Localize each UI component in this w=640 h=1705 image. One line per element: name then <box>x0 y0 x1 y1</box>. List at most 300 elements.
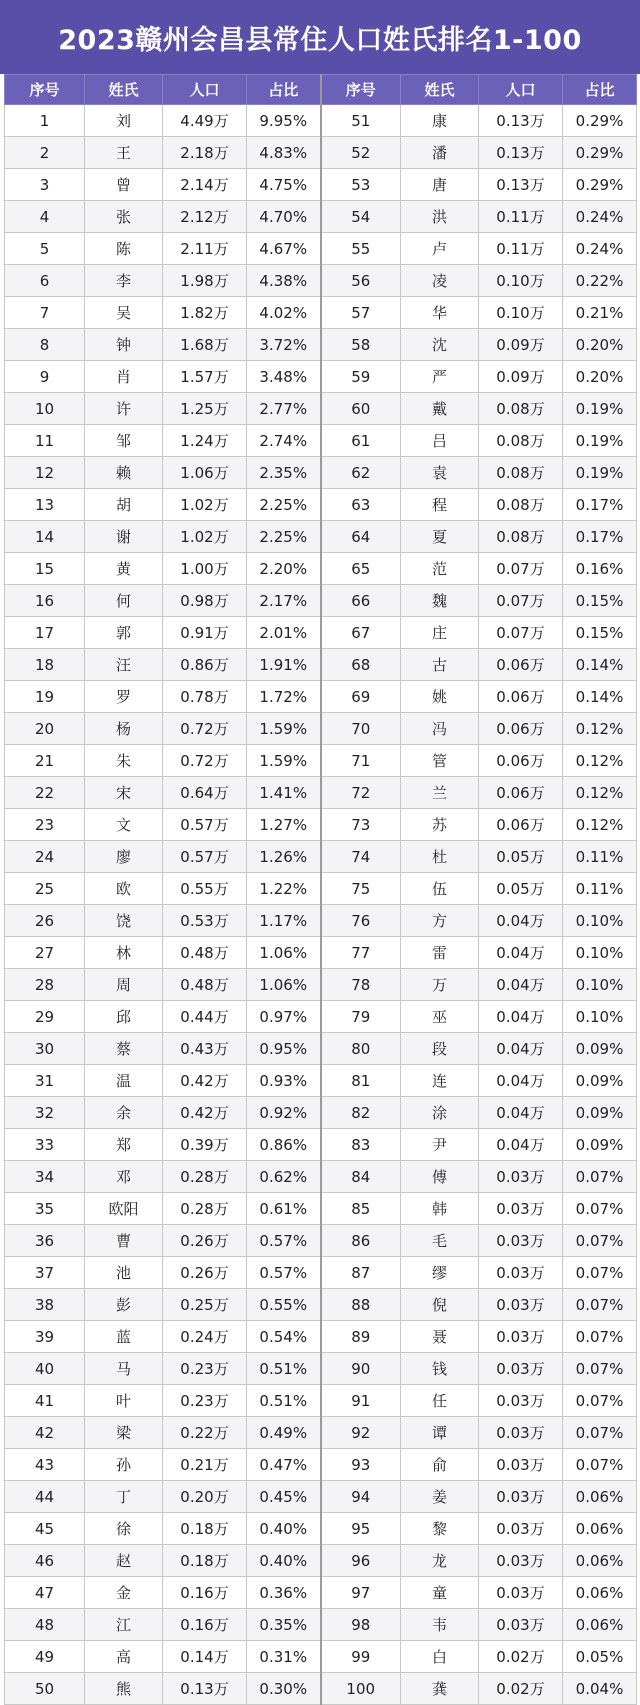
surname-cell: 潘 <box>401 137 479 169</box>
rank-cell: 33 <box>5 1129 85 1161</box>
percentage-cell: 2.77% <box>247 393 321 425</box>
population-cell: 2.12万 <box>163 201 247 233</box>
percentage-cell: 0.95% <box>247 1033 321 1065</box>
table-row <box>5 329 637 361</box>
percentage-cell: 0.35% <box>247 1609 321 1641</box>
surname-cell: 倪 <box>401 1289 479 1321</box>
rank-cell: 17 <box>5 617 85 649</box>
population-cell: 0.11万 <box>479 201 563 233</box>
rank-cell: 96 <box>321 1545 401 1577</box>
table-row <box>5 457 637 489</box>
surname-cell: 赖 <box>85 457 163 489</box>
population-cell: 0.04万 <box>479 1129 563 1161</box>
rank-cell: 69 <box>321 681 401 713</box>
surname-cell: 苏 <box>401 809 479 841</box>
percentage-cell: 4.38% <box>247 265 321 297</box>
population-cell: 2.14万 <box>163 169 247 201</box>
surname-cell: 白 <box>401 1641 479 1673</box>
population-cell: 0.06万 <box>479 713 563 745</box>
rank-cell: 63 <box>321 489 401 521</box>
percentage-cell: 0.07% <box>563 1225 637 1257</box>
surname-cell: 温 <box>85 1065 163 1097</box>
percentage-cell: 0.07% <box>563 1257 637 1289</box>
surname-cell: 万 <box>401 969 479 1001</box>
table-row <box>5 169 637 201</box>
surname-cell: 任 <box>401 1385 479 1417</box>
rank-cell: 85 <box>321 1193 401 1225</box>
population-cell: 0.28万 <box>163 1161 247 1193</box>
percentage-cell: 2.35% <box>247 457 321 489</box>
rank-cell: 16 <box>5 585 85 617</box>
surname-cell: 黎 <box>401 1513 479 1545</box>
population-cell: 0.98万 <box>163 585 247 617</box>
rank-cell: 28 <box>5 969 85 1001</box>
surname-cell: 池 <box>85 1257 163 1289</box>
surname-cell: 程 <box>401 489 479 521</box>
surname-cell: 熊 <box>85 1673 163 1705</box>
surname-cell: 钱 <box>401 1353 479 1385</box>
surname-cell: 文 <box>85 809 163 841</box>
rank-cell: 27 <box>5 937 85 969</box>
rank-cell: 75 <box>321 873 401 905</box>
rank-cell: 64 <box>321 521 401 553</box>
population-cell: 0.13万 <box>479 105 563 137</box>
percentage-cell: 0.12% <box>563 713 637 745</box>
surname-cell: 姚 <box>401 681 479 713</box>
percentage-cell: 0.06% <box>563 1577 637 1609</box>
surname-cell: 周 <box>85 969 163 1001</box>
population-cell: 1.82万 <box>163 297 247 329</box>
rank-cell: 10 <box>5 393 85 425</box>
population-cell: 0.72万 <box>163 745 247 777</box>
rank-cell: 65 <box>321 553 401 585</box>
percentage-cell: 0.97% <box>247 1001 321 1033</box>
population-cell: 2.11万 <box>163 233 247 265</box>
population-cell: 0.03万 <box>479 1193 563 1225</box>
surname-cell: 段 <box>401 1033 479 1065</box>
percentage-cell: 1.06% <box>247 937 321 969</box>
percentage-cell: 0.29% <box>563 169 637 201</box>
table-row <box>5 617 637 649</box>
table-row <box>5 297 637 329</box>
table-row <box>5 1577 637 1609</box>
rank-cell: 31 <box>5 1065 85 1097</box>
table-row <box>5 1193 637 1225</box>
surname-cell: 卢 <box>401 233 479 265</box>
rank-cell: 89 <box>321 1321 401 1353</box>
rank-cell: 6 <box>5 265 85 297</box>
percentage-cell: 0.10% <box>563 937 637 969</box>
surname-cell: 黄 <box>85 553 163 585</box>
population-cell: 0.04万 <box>479 1065 563 1097</box>
percentage-cell: 0.09% <box>563 1097 637 1129</box>
rank-cell: 47 <box>5 1577 85 1609</box>
rank-cell: 58 <box>321 329 401 361</box>
population-cell: 0.20万 <box>163 1481 247 1513</box>
percentage-cell: 3.48% <box>247 361 321 393</box>
population-cell: 0.04万 <box>479 937 563 969</box>
population-cell: 0.14万 <box>163 1641 247 1673</box>
population-cell: 0.08万 <box>479 425 563 457</box>
surname-cell: 何 <box>85 585 163 617</box>
table-row <box>5 1321 637 1353</box>
population-cell: 0.03万 <box>479 1609 563 1641</box>
rank-cell: 11 <box>5 425 85 457</box>
page-title: 2023赣州会昌县常住人口姓氏排名1-100 <box>0 0 640 74</box>
rank-cell: 100 <box>321 1673 401 1705</box>
table-row <box>5 777 637 809</box>
rank-cell: 83 <box>321 1129 401 1161</box>
rank-cell: 42 <box>5 1417 85 1449</box>
percentage-cell: 0.36% <box>247 1577 321 1609</box>
rank-cell: 73 <box>321 809 401 841</box>
rank-cell: 8 <box>5 329 85 361</box>
surname-cell: 尹 <box>401 1129 479 1161</box>
rank-cell: 3 <box>5 169 85 201</box>
surname-cell: 郭 <box>85 617 163 649</box>
rank-cell: 37 <box>5 1257 85 1289</box>
surname-cell: 王 <box>85 137 163 169</box>
table-row <box>5 1513 637 1545</box>
population-cell: 0.21万 <box>163 1449 247 1481</box>
surname-cell: 龚 <box>401 1673 479 1705</box>
population-cell: 1.00万 <box>163 553 247 585</box>
rank-cell: 21 <box>5 745 85 777</box>
percentage-cell: 2.74% <box>247 425 321 457</box>
percentage-cell: 0.12% <box>563 809 637 841</box>
table-row <box>5 841 637 873</box>
population-cell: 0.06万 <box>479 649 563 681</box>
surname-cell: 邓 <box>85 1161 163 1193</box>
rank-cell: 76 <box>321 905 401 937</box>
table-row <box>5 1481 637 1513</box>
table-row <box>5 1449 637 1481</box>
header-rank: 序号 <box>321 75 401 105</box>
percentage-cell: 0.20% <box>563 361 637 393</box>
population-cell: 1.98万 <box>163 265 247 297</box>
population-cell: 0.16万 <box>163 1577 247 1609</box>
percentage-cell: 0.40% <box>247 1545 321 1577</box>
population-cell: 0.10万 <box>479 297 563 329</box>
surname-cell: 曾 <box>85 169 163 201</box>
table-row <box>5 873 637 905</box>
rank-cell: 44 <box>5 1481 85 1513</box>
population-cell: 0.03万 <box>479 1321 563 1353</box>
surname-cell: 刘 <box>85 105 163 137</box>
surname-cell: 曹 <box>85 1225 163 1257</box>
percentage-cell: 0.07% <box>563 1385 637 1417</box>
header-percentage: 占比 <box>247 75 321 105</box>
rank-cell: 81 <box>321 1065 401 1097</box>
population-cell: 0.07万 <box>479 553 563 585</box>
table-row <box>5 713 637 745</box>
percentage-cell: 1.91% <box>247 649 321 681</box>
surname-cell: 涂 <box>401 1097 479 1129</box>
table-row <box>5 1257 637 1289</box>
population-cell: 0.26万 <box>163 1257 247 1289</box>
surname-cell: 韩 <box>401 1193 479 1225</box>
percentage-cell: 4.75% <box>247 169 321 201</box>
percentage-cell: 0.06% <box>563 1545 637 1577</box>
surname-cell: 古 <box>401 649 479 681</box>
rank-cell: 49 <box>5 1641 85 1673</box>
surname-cell: 傅 <box>401 1161 479 1193</box>
population-cell: 0.91万 <box>163 617 247 649</box>
percentage-cell: 2.17% <box>247 585 321 617</box>
percentage-cell: 3.72% <box>247 329 321 361</box>
percentage-cell: 0.54% <box>247 1321 321 1353</box>
rank-cell: 74 <box>321 841 401 873</box>
surname-cell: 范 <box>401 553 479 585</box>
rank-cell: 78 <box>321 969 401 1001</box>
table-row <box>5 585 637 617</box>
surname-ranking-table <box>4 74 637 1705</box>
rank-cell: 36 <box>5 1225 85 1257</box>
surname-cell: 洪 <box>401 201 479 233</box>
surname-cell: 伍 <box>401 873 479 905</box>
surname-cell: 蓝 <box>85 1321 163 1353</box>
surname-cell: 方 <box>401 905 479 937</box>
surname-cell: 肖 <box>85 361 163 393</box>
percentage-cell: 0.07% <box>563 1321 637 1353</box>
population-cell: 0.03万 <box>479 1417 563 1449</box>
table-row <box>5 1065 637 1097</box>
surname-cell: 谢 <box>85 521 163 553</box>
rank-cell: 94 <box>321 1481 401 1513</box>
percentage-cell: 0.21% <box>563 297 637 329</box>
population-cell: 0.23万 <box>163 1385 247 1417</box>
percentage-cell: 0.22% <box>563 265 637 297</box>
percentage-cell: 0.09% <box>563 1065 637 1097</box>
surname-cell: 杨 <box>85 713 163 745</box>
rank-cell: 60 <box>321 393 401 425</box>
population-cell: 0.13万 <box>479 169 563 201</box>
population-cell: 0.05万 <box>479 841 563 873</box>
surname-cell: 邹 <box>85 425 163 457</box>
rank-cell: 51 <box>321 105 401 137</box>
rank-cell: 68 <box>321 649 401 681</box>
population-cell: 0.24万 <box>163 1321 247 1353</box>
percentage-cell: 0.14% <box>563 649 637 681</box>
surname-cell: 连 <box>401 1065 479 1097</box>
percentage-cell: 0.04% <box>563 1673 637 1705</box>
rank-cell: 24 <box>5 841 85 873</box>
surname-cell: 欧 <box>85 873 163 905</box>
surname-cell: 林 <box>85 937 163 969</box>
percentage-cell: 0.51% <box>247 1385 321 1417</box>
rank-cell: 45 <box>5 1513 85 1545</box>
table-row <box>5 521 637 553</box>
percentage-cell: 0.31% <box>247 1641 321 1673</box>
header-surname: 姓氏 <box>85 75 163 105</box>
percentage-cell: 1.17% <box>247 905 321 937</box>
population-cell: 0.03万 <box>479 1577 563 1609</box>
table-row <box>5 233 637 265</box>
rank-cell: 18 <box>5 649 85 681</box>
rank-cell: 39 <box>5 1321 85 1353</box>
rank-cell: 98 <box>321 1609 401 1641</box>
rank-cell: 99 <box>321 1641 401 1673</box>
table-row <box>5 489 637 521</box>
population-cell: 0.13万 <box>479 137 563 169</box>
percentage-cell: 1.59% <box>247 713 321 745</box>
population-cell: 0.04万 <box>479 1001 563 1033</box>
rank-cell: 34 <box>5 1161 85 1193</box>
population-cell: 0.13万 <box>163 1673 247 1705</box>
table-row <box>5 1673 637 1705</box>
rank-cell: 1 <box>5 105 85 137</box>
population-cell: 0.07万 <box>479 585 563 617</box>
population-cell: 0.86万 <box>163 649 247 681</box>
rank-cell: 84 <box>321 1161 401 1193</box>
percentage-cell: 1.41% <box>247 777 321 809</box>
population-cell: 0.08万 <box>479 521 563 553</box>
surname-cell: 雷 <box>401 937 479 969</box>
population-cell: 0.18万 <box>163 1513 247 1545</box>
population-cell: 0.02万 <box>479 1673 563 1705</box>
percentage-cell: 0.19% <box>563 457 637 489</box>
rank-cell: 26 <box>5 905 85 937</box>
percentage-cell: 0.19% <box>563 425 637 457</box>
population-cell: 0.09万 <box>479 361 563 393</box>
rank-cell: 72 <box>321 777 401 809</box>
table-row <box>5 1001 637 1033</box>
population-cell: 0.04万 <box>479 1097 563 1129</box>
surname-cell: 龙 <box>401 1545 479 1577</box>
surname-cell: 康 <box>401 105 479 137</box>
surname-cell: 谭 <box>401 1417 479 1449</box>
percentage-cell: 1.26% <box>247 841 321 873</box>
percentage-cell: 4.02% <box>247 297 321 329</box>
percentage-cell: 0.17% <box>563 521 637 553</box>
population-cell: 0.04万 <box>479 969 563 1001</box>
table-row <box>5 1545 637 1577</box>
rank-cell: 29 <box>5 1001 85 1033</box>
percentage-cell: 0.40% <box>247 1513 321 1545</box>
surname-cell: 唐 <box>401 169 479 201</box>
percentage-cell: 0.11% <box>563 841 637 873</box>
percentage-cell: 0.10% <box>563 1001 637 1033</box>
percentage-cell: 0.86% <box>247 1129 321 1161</box>
population-cell: 0.25万 <box>163 1289 247 1321</box>
population-cell: 0.39万 <box>163 1129 247 1161</box>
percentage-cell: 2.25% <box>247 521 321 553</box>
rank-cell: 12 <box>5 457 85 489</box>
rank-cell: 55 <box>321 233 401 265</box>
rank-cell: 67 <box>321 617 401 649</box>
population-cell: 0.06万 <box>479 809 563 841</box>
surname-cell: 严 <box>401 361 479 393</box>
table-row <box>5 553 637 585</box>
rank-cell: 59 <box>321 361 401 393</box>
surname-cell: 叶 <box>85 1385 163 1417</box>
surname-cell: 徐 <box>85 1513 163 1545</box>
surname-cell: 高 <box>85 1641 163 1673</box>
surname-cell: 邱 <box>85 1001 163 1033</box>
percentage-cell: 9.95% <box>247 105 321 137</box>
rank-cell: 90 <box>321 1353 401 1385</box>
surname-cell: 廖 <box>85 841 163 873</box>
rank-cell: 23 <box>5 809 85 841</box>
surname-cell: 戴 <box>401 393 479 425</box>
table-row <box>5 265 637 297</box>
percentage-cell: 0.15% <box>563 585 637 617</box>
population-cell: 0.08万 <box>479 489 563 521</box>
population-cell: 0.03万 <box>479 1385 563 1417</box>
surname-cell: 饶 <box>85 905 163 937</box>
surname-cell: 袁 <box>401 457 479 489</box>
population-cell: 0.03万 <box>479 1481 563 1513</box>
rank-cell: 86 <box>321 1225 401 1257</box>
table-row <box>5 393 637 425</box>
percentage-cell: 0.07% <box>563 1417 637 1449</box>
rank-cell: 15 <box>5 553 85 585</box>
percentage-cell: 0.55% <box>247 1289 321 1321</box>
percentage-cell: 4.83% <box>247 137 321 169</box>
rank-cell: 53 <box>321 169 401 201</box>
rank-cell: 77 <box>321 937 401 969</box>
percentage-cell: 0.15% <box>563 617 637 649</box>
percentage-cell: 0.07% <box>563 1161 637 1193</box>
rank-cell: 56 <box>321 265 401 297</box>
percentage-cell: 0.61% <box>247 1193 321 1225</box>
population-cell: 0.78万 <box>163 681 247 713</box>
rank-cell: 80 <box>321 1033 401 1065</box>
surname-cell: 吕 <box>401 425 479 457</box>
percentage-cell: 0.06% <box>563 1481 637 1513</box>
surname-cell: 毛 <box>401 1225 479 1257</box>
population-cell: 0.10万 <box>479 265 563 297</box>
population-cell: 0.44万 <box>163 1001 247 1033</box>
rank-cell: 93 <box>321 1449 401 1481</box>
percentage-cell: 0.47% <box>247 1449 321 1481</box>
rank-cell: 30 <box>5 1033 85 1065</box>
percentage-cell: 4.70% <box>247 201 321 233</box>
surname-cell: 巫 <box>401 1001 479 1033</box>
percentage-cell: 2.25% <box>247 489 321 521</box>
table-row <box>5 1641 637 1673</box>
percentage-cell: 1.72% <box>247 681 321 713</box>
rank-cell: 92 <box>321 1417 401 1449</box>
rank-cell: 32 <box>5 1097 85 1129</box>
percentage-cell: 0.06% <box>563 1609 637 1641</box>
table-row <box>5 137 637 169</box>
surname-cell: 许 <box>85 393 163 425</box>
population-cell: 1.68万 <box>163 329 247 361</box>
population-cell: 0.03万 <box>479 1257 563 1289</box>
percentage-cell: 0.24% <box>563 233 637 265</box>
population-cell: 0.07万 <box>479 617 563 649</box>
percentage-cell: 0.11% <box>563 873 637 905</box>
percentage-cell: 0.92% <box>247 1097 321 1129</box>
rank-cell: 91 <box>321 1385 401 1417</box>
surname-cell: 马 <box>85 1353 163 1385</box>
percentage-cell: 0.09% <box>563 1033 637 1065</box>
rank-cell: 13 <box>5 489 85 521</box>
surname-cell: 胡 <box>85 489 163 521</box>
percentage-cell: 0.30% <box>247 1673 321 1705</box>
percentage-cell: 1.27% <box>247 809 321 841</box>
rank-cell: 48 <box>5 1609 85 1641</box>
percentage-cell: 0.19% <box>563 393 637 425</box>
population-cell: 0.16万 <box>163 1609 247 1641</box>
rank-cell: 5 <box>5 233 85 265</box>
percentage-cell: 0.20% <box>563 329 637 361</box>
rank-cell: 38 <box>5 1289 85 1321</box>
surname-cell: 凌 <box>401 265 479 297</box>
population-cell: 0.55万 <box>163 873 247 905</box>
surname-cell: 彭 <box>85 1289 163 1321</box>
